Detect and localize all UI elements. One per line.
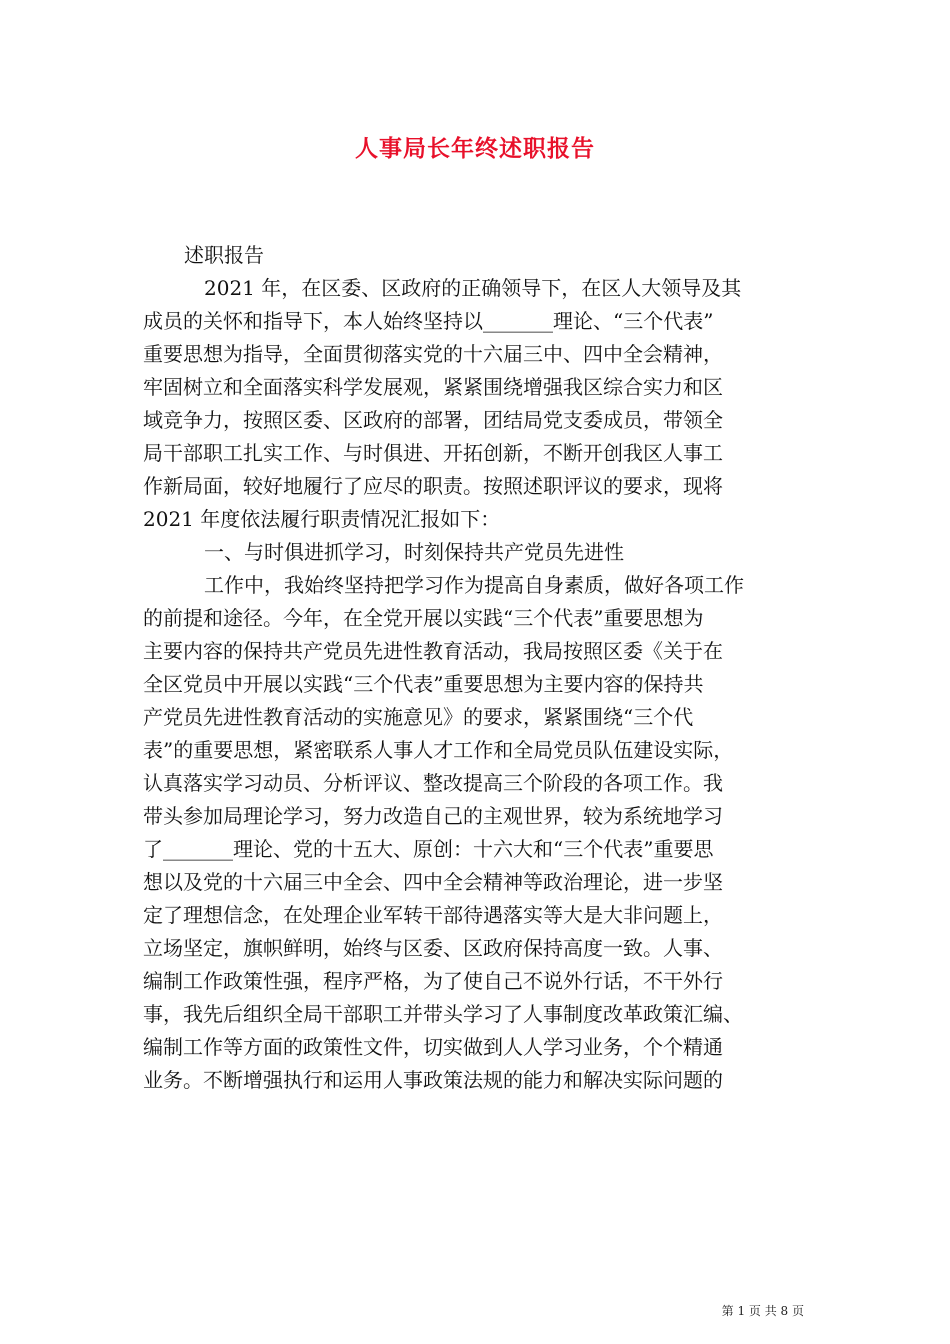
paragraph-line: 带头参加局理论学习，努力改造自己的主观世界，较为系统地学习 (143, 804, 723, 828)
paragraph-line: 2021 年度依法履行职责情况汇报如下： (143, 507, 501, 531)
paragraph-line: 产党员先进性教育活动的实施意见》的要求，紧紧围绕“三个代 (143, 705, 694, 729)
paragraph-line: 业务。不断增强执行和运用人事政策法规的能力和解决实际问题的 (143, 1068, 723, 1092)
paragraph-line: 立场坚定，旗帜鲜明，始终与区委、区政府保持高度一致。人事、 (143, 936, 723, 960)
paragraph-line: 了_______理论、党的十五大、原创：十六大和“三个代表”重要思 (143, 837, 714, 861)
section-heading: 一、与时俱进抓学习，时刻保持共产党员先进性 (204, 540, 624, 564)
paragraph-line: 主要内容的保持共产党员先进性教育活动，我局按照区委《关于在 (143, 639, 723, 663)
paragraph-line: 牢固树立和全面落实科学发展观，紧紧围绕增强我区综合实力和区 (143, 375, 723, 399)
paragraph-line: 作新局面，较好地履行了应尽的职责。按照述职评议的要求，现将 (143, 474, 723, 498)
paragraph-line: 事，我先后组织全局干部职工并带头学习了人事制度改革政策汇编、 (143, 1002, 743, 1026)
paragraph-line: 成员的关怀和指导下，本人始终坚持以_______理论、“三个代表” (143, 309, 714, 333)
paragraph-line: 全区党员中开展以实践“三个代表”重要思想为主要内容的保持共 (143, 672, 704, 696)
paragraph-line: 编制工作等方面的政策性文件，切实做到人人学习业务，个个精通 (143, 1035, 723, 1059)
paragraph-line: 域竞争力，按照区委、区政府的部署，团结局党支委成员，带领全 (143, 408, 723, 432)
page-number: 第 1 页 共 8 页 (721, 1304, 804, 1318)
paragraph-line: 想以及党的十六届三中全会、四中全会精神等政治理论，进一步坚 (143, 870, 723, 894)
document-title: 人事局长年终述职报告 (355, 135, 595, 162)
paragraph-line: 重要思想为指导，全面贯彻落实党的十六届三中、四中全会精神， (143, 342, 723, 366)
paragraph-line: 定了理想信念，在处理企业军转干部待遇落实等大是大非问题上， (143, 903, 723, 927)
paragraph-line: 局干部职工扎实工作、与时俱进、开拓创新，不断开创我区人事工 (143, 441, 723, 465)
document-body (143, 239, 807, 1097)
paragraph-line: 认真落实学习动员、分析评议、整改提高三个阶段的各项工作。我 (143, 771, 723, 795)
paragraph-line: 工作中，我始终坚持把学习作为提高自身素质，做好各项工作 (204, 573, 744, 597)
paragraph-line: 述职报告 (184, 243, 264, 267)
paragraph-line: 的前提和途径。今年，在全党开展以实践“三个代表”重要思想为 (143, 606, 704, 630)
paragraph-line: 编制工作政策性强，程序严格，为了使自己不说外行话，不干外行 (143, 969, 723, 993)
paragraph-line: 2021 年，在区委、区政府的正确领导下，在区人大领导及其 (204, 276, 742, 300)
paragraph-line: 表”的重要思想，紧密联系人事人才工作和全局党员队伍建设实际， (143, 738, 734, 762)
